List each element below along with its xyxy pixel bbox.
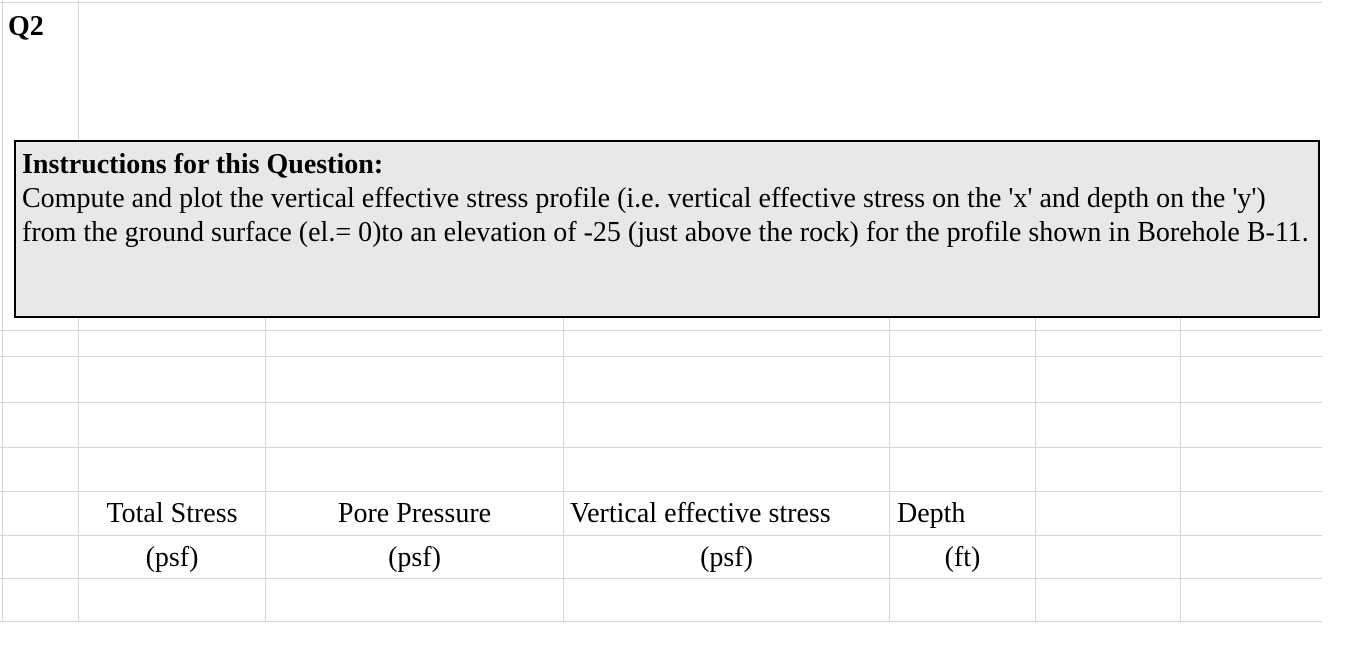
header-vertical-effective-stress[interactable]: Vertical effective stress [570,498,831,529]
grid-row-line [0,535,1322,536]
grid-col-line [563,318,564,622]
instructions-title: Instructions for this Question: [22,149,384,180]
unit-pore-pressure[interactable]: (psf) [388,542,441,573]
unit-vertical-effective-stress[interactable]: (psf) [700,542,753,573]
grid-row-line [0,356,1322,357]
grid-row-line [0,621,1322,622]
grid-col-line [1035,318,1036,622]
grid-col-line [1180,318,1181,622]
grid-col-line [265,318,266,622]
instructions-body: Compute and plot the vertical effective stress profile (i.e. vertical effective stress on the 'x' and depth on the 'y') from the ground surface (el.= 0)to an elevation of -25 (just above the rock) for the profile shown in Borehole B-11. [22,183,1309,248]
header-total-stress[interactable]: Total Stress [106,498,238,529]
grid-row-line [0,2,1322,3]
grid-col-line [2,0,3,622]
unit-depth[interactable]: (ft) [944,542,981,573]
grid-row-line [0,578,1322,579]
grid-row-line [0,402,1322,403]
grid-row-line [0,330,1322,331]
question-label: Q2 [8,11,44,42]
grid-col-line [889,318,890,622]
header-depth[interactable]: Depth [897,498,966,529]
instructions-textbox[interactable] [14,140,1320,318]
header-pore-pressure[interactable]: Pore Pressure [337,498,492,529]
grid-row-line [0,491,1322,492]
grid-row-line [0,447,1322,448]
unit-total-stress[interactable]: (psf) [145,542,199,573]
